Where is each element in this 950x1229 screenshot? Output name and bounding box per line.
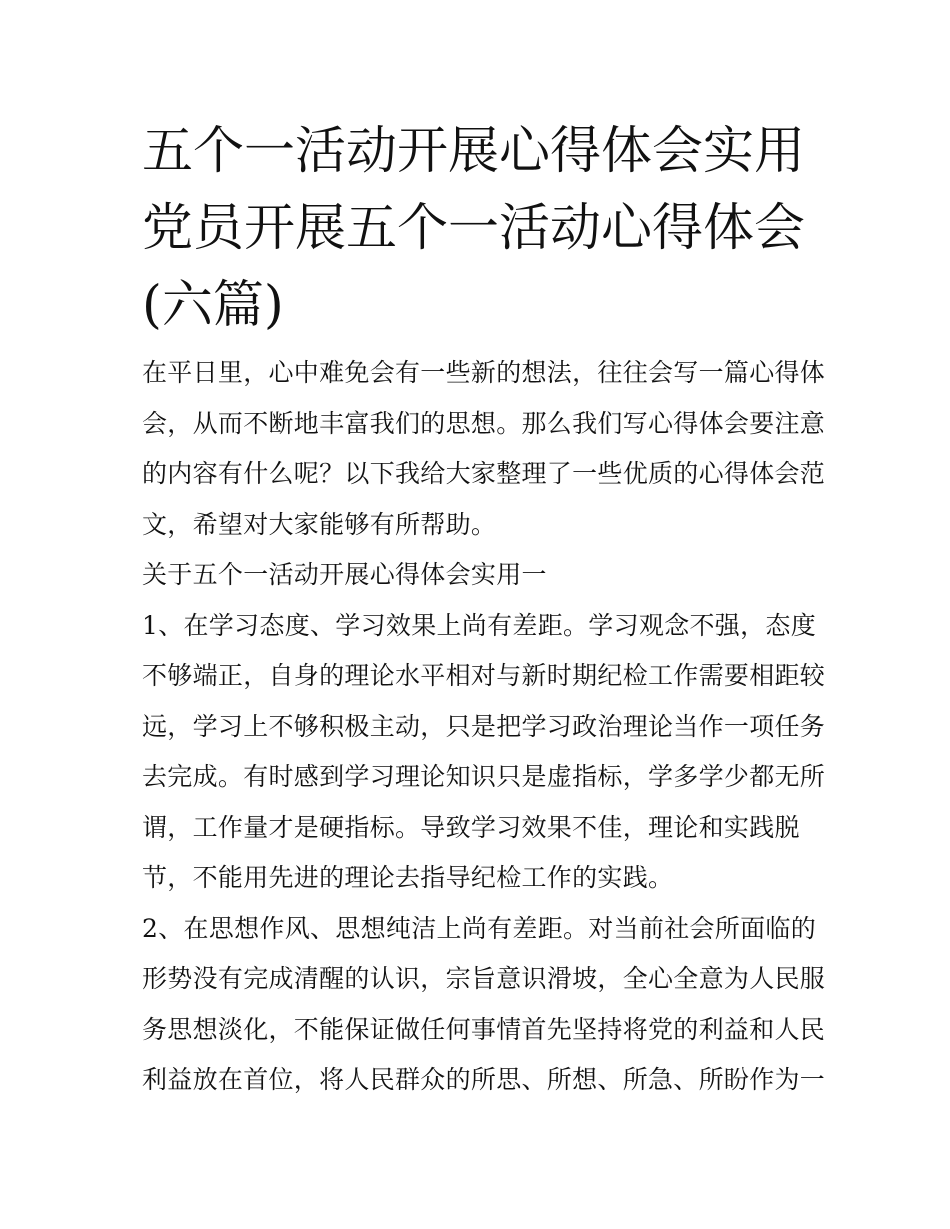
title-line: 党员开展五个一活动心得体会	[142, 199, 806, 258]
item-1-paragraph	[142, 601, 826, 904]
text-line: 节，不能用先进的理论去指导纪检工作的实践。	[142, 863, 674, 892]
title-line: (六篇)	[142, 276, 284, 335]
text-line: 利益放在首位，将人民群众的所思、所想、所急、所盼作为一	[142, 1065, 826, 1094]
text-line: 会，从而不断地丰富我们的思想。那么我们写心得体会要注意	[142, 408, 826, 438]
text-line: 谓，工作量才是硬指标。导致学习效果不佳，理论和实践脱	[142, 812, 800, 842]
document-page	[142, 113, 826, 1106]
text-line: 去完成。有时感到学习理论知识只是虚指标，学多学少都无所	[142, 762, 826, 791]
text-line: 2、在思想作风、思想纯洁上尚有差距。对当前社会所面临的	[142, 913, 817, 943]
text-line: 形势没有完成清醒的认识，宗旨意识滑坡，全心全意为人民服	[142, 964, 826, 993]
document-title	[142, 113, 814, 344]
text-line: 的内容有什么呢？以下我给大家整理了一些优质的心得体会范	[142, 459, 826, 488]
text-line: 远，学习上不够积极主动，只是把学习政治理论当作一项任务	[142, 711, 826, 741]
text-line: 1、在学习态度、学习效果上尚有差距。学习观念不强，态度	[142, 610, 817, 640]
text-line: 关于五个一活动开展心得体会实用一	[142, 560, 547, 589]
text-line: 务思想淡化，不能保证做任何事情首先坚持将党的利益和人民	[142, 1014, 826, 1044]
item-2-paragraph	[142, 904, 826, 1106]
text-line: 不够端正，自身的理论水平相对与新时期纪检工作需要相距较	[142, 661, 826, 690]
text-line: 文，希望对大家能够有所帮助。	[142, 509, 497, 539]
title-line: 五个一活动开展心得体会实用	[142, 122, 806, 181]
section-heading	[142, 550, 814, 601]
intro-paragraph	[142, 348, 826, 550]
text-line: 在平日里，心中难免会有一些新的想法，往往会写一篇心得体	[142, 358, 826, 387]
